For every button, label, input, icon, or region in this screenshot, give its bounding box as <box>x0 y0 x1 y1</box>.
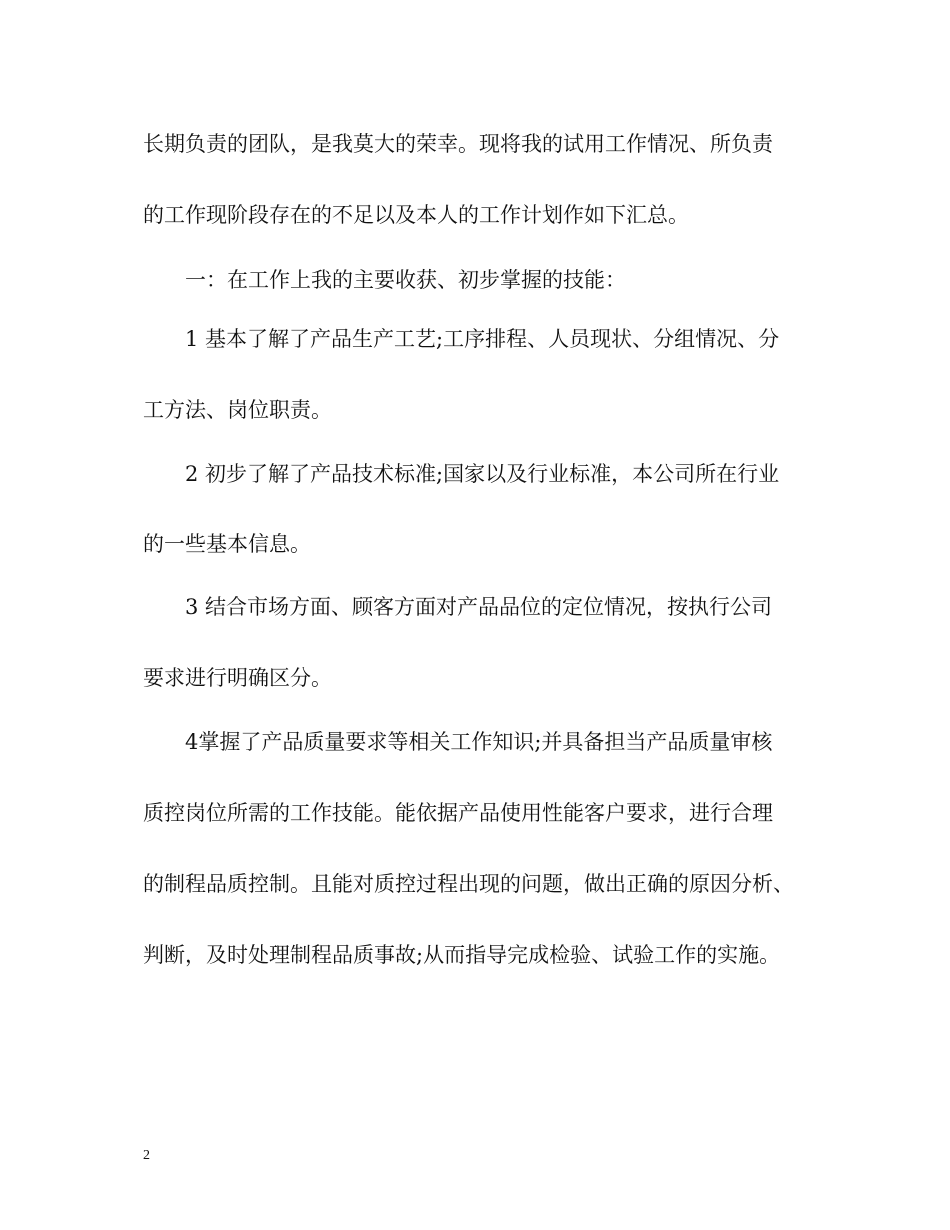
text-line: 判断，及时处理制程品质事故;从而指导完成检验、试验工作的实施。 <box>143 943 781 967</box>
list-item: 4掌握了产品质量要求等相关工作知识;并具备担当产品质量审核 <box>185 730 773 754</box>
text-line: 的工作现阶段存在的不足以及本人的工作计划作如下汇总。 <box>143 203 689 227</box>
text-line: 要求进行明确区分。 <box>143 666 332 690</box>
text-line: 长期负责的团队，是我莫大的荣幸。现将我的试用工作情况、所负责 <box>143 132 773 156</box>
list-item: 2 初步了解了产品技术标准;国家以及行业标准，本公司所在行业 <box>185 462 780 486</box>
section-heading: 一：在工作上我的主要收获、初步掌握的技能： <box>185 268 626 292</box>
list-item: 1 基本了解了产品生产工艺;工序排程、人员现状、分组情况、分 <box>185 327 780 351</box>
list-item: 3 结合市场方面、顾客方面对产品品位的定位情况，按执行公司 <box>185 595 773 619</box>
text-line: 质控岗位所需的工作技能。能依据产品使用性能客户要求，进行合理 <box>143 801 773 825</box>
page-number: 2 <box>143 1148 150 1163</box>
text-line: 的一些基本信息。 <box>143 532 311 556</box>
text-line: 的制程品质控制。且能对质控过程出现的问题，做出正确的原因分析、 <box>143 872 794 896</box>
text-line: 工方法、岗位职责。 <box>143 398 332 422</box>
